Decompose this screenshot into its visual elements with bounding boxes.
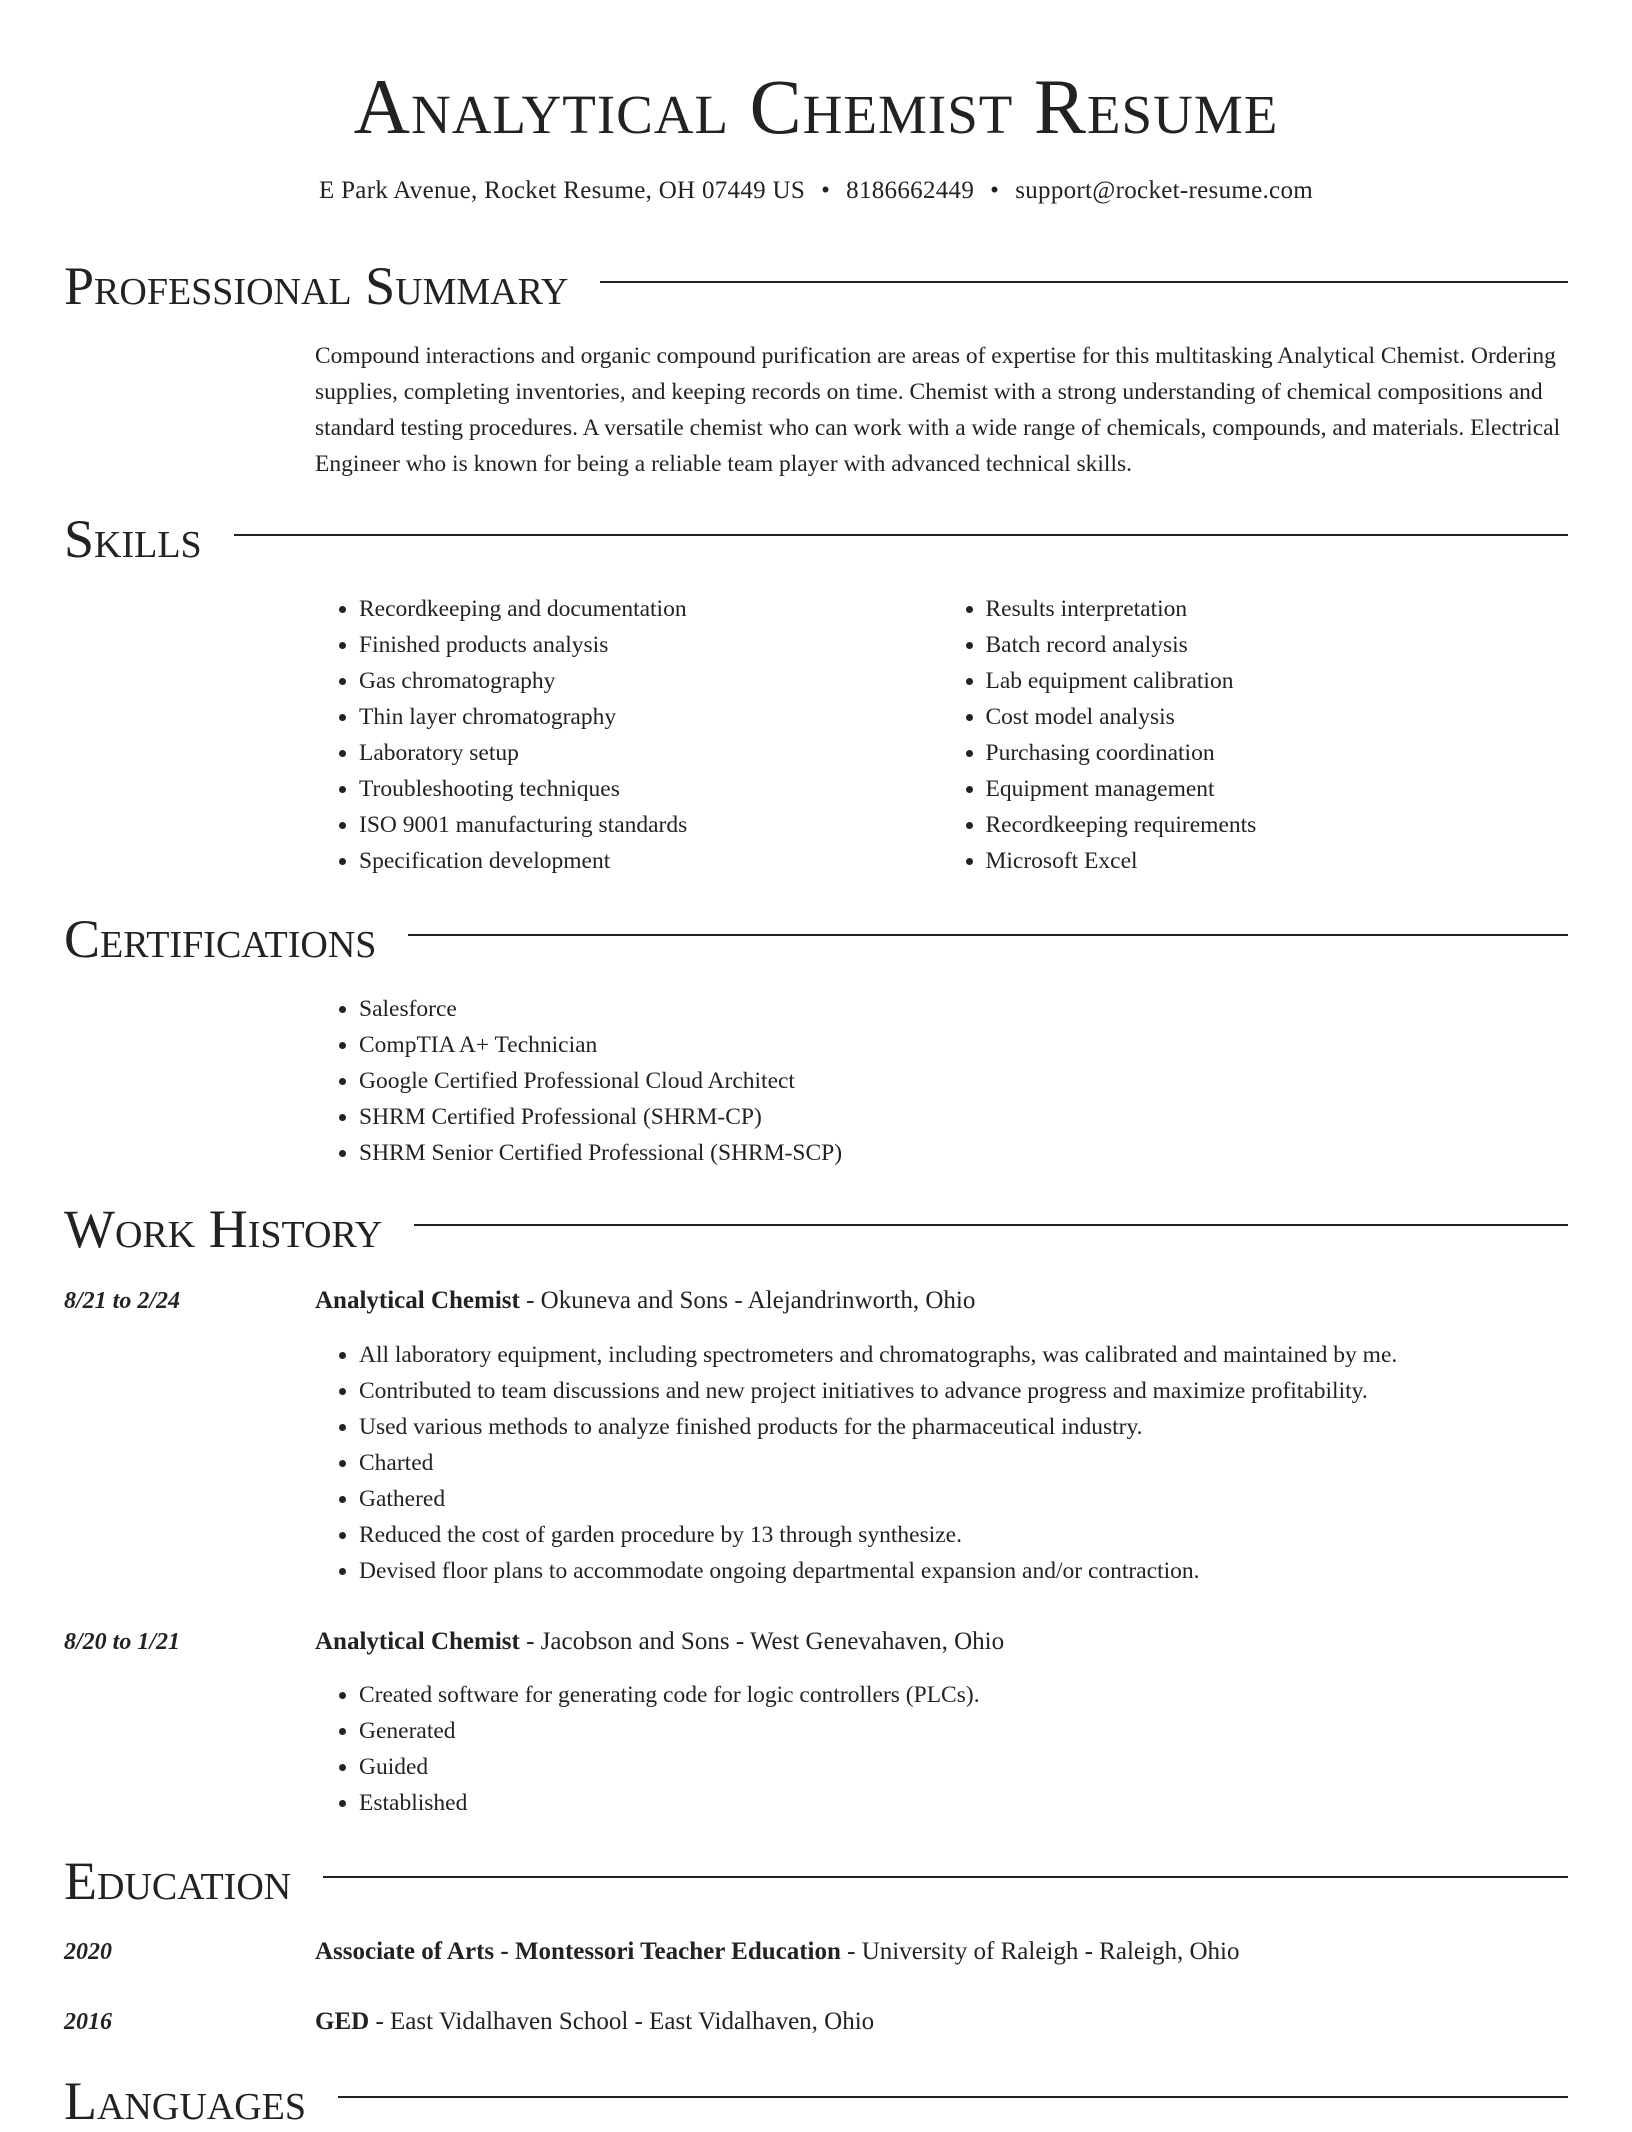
skill-item: • Equipment management [986,771,1569,807]
contact-email: support@rocket-resume.com [1015,177,1313,204]
skill-item: • ISO 9001 manufacturing standards [359,807,942,843]
job-bullets [315,1337,1568,1589]
skill-item: • Results interpretation [986,591,1569,627]
skill-item: • Purchasing coordination [986,735,1569,771]
education-details: - University of Raleigh - Raleigh, Ohio [840,1938,1240,1965]
skill-item: • Batch record analysis [986,627,1569,663]
skill-item: • Thin layer chromatography [359,699,942,735]
skills-section-header [64,508,1568,570]
job-bullet: • All laboratory equipment, including spectrometers and chromatographs, was calibrated and maintained by me. [359,1337,1568,1373]
summary-section-header [64,255,1568,317]
skill-item: • Gas chromatography [359,663,942,699]
job-title-line [315,1283,1568,1319]
contact-line [0,176,1632,206]
job-bullet: • Charted [359,1445,1568,1481]
section-divider [408,934,1568,936]
skills-list-left [315,591,942,879]
job-bullet: • Guided [359,1749,1568,1785]
contact-separator: • [821,177,831,204]
job-details: - Jacobson and Sons - West Genevahaven, Ohio [519,1628,1005,1655]
job-bullet: • Established [359,1785,1568,1821]
languages-section-header [64,2070,1568,2132]
section-divider [323,1876,1568,1878]
skill-item: • Troubleshooting techniques [359,771,942,807]
job-bullet: • Contributed to team discussions and new project initiatives to advance progress and maximize profitability. [359,1373,1568,1409]
education-year: 2016 [64,2009,112,2035]
summary-text: Compound interactions and organic compound purification are areas of expertise for this multitasking Analytical Chemist. Ordering supplies, completing inventories, and keeping records on time. Chemist with a strong understanding of chemical compositions and standard testing procedures. A versatile chemist who can work with a wide range of chemicals, compounds, and materials. Electrical Engineer who is known for being a reliable team player with advanced technical skills. [315,343,1561,477]
work-section-header [64,1198,1568,1260]
education-entry [315,2004,1568,2040]
contact-separator: • [990,177,1000,204]
certifications-list [315,991,1568,1171]
certifications-section-header [64,908,1568,970]
skill-item: • Laboratory setup [359,735,942,771]
certification-item: • CompTIA A+ Technician [359,1027,1568,1063]
job-bullet: • Devised floor plans to accommodate ongoing departmental expansion and/or contraction. [359,1553,1568,1589]
job-dates: 8/21 to 2/24 [64,1288,181,1314]
work-heading: Work History [64,1199,383,1259]
contact-address: E Park Avenue, Rocket Resume, OH 07449 US [318,177,806,204]
skill-item: • Recordkeeping requirements [986,807,1569,843]
summary-heading: Professional Summary [64,256,569,316]
education-year: 2020 [64,1939,112,1965]
job-bullet: • Created software for generating code for logic controllers (PLCs). [359,1677,1568,1713]
section-divider [338,2096,1568,2098]
skill-item: • Recordkeeping and documentation [359,591,942,627]
certifications-heading: Certifications [64,909,377,969]
skill-item: • Lab equipment calibration [986,663,1569,699]
job-bullet: • Used various methods to analyze finished products for the pharmaceutical industry. [359,1409,1568,1445]
skills-list-right [942,591,1569,879]
job-bullet: • Generated [359,1713,1568,1749]
certifications-block [315,991,1568,1171]
certification-item: • Salesforce [359,991,1568,1027]
education-entry [315,1934,1568,1970]
skills-block [315,591,1568,879]
languages-heading: Languages [64,2071,306,2131]
job-title: Analytical Chemist [315,1287,520,1314]
resume-title: Analytical Chemist Resume [353,63,1279,150]
skill-item: • Finished products analysis [359,627,942,663]
education-section-header [64,1850,1568,1912]
education-degree: Associate of Arts - Montessori Teacher Education [315,1938,841,1965]
education-details: - East Vidalhaven School - East Vidalhaven, Ohio [369,2008,875,2035]
job-title-line [315,1624,1568,1660]
skill-item: • Microsoft Excel [986,843,1569,879]
job-bullets [315,1677,1568,1821]
skills-columns [315,591,1568,879]
skill-item: • Cost model analysis [986,699,1569,735]
summary-block [315,338,1568,482]
job-bullets-block [315,1337,1568,1589]
education-degree: GED [315,2008,370,2035]
job-dates: 8/20 to 1/21 [64,1629,181,1655]
certification-item: • SHRM Certified Professional (SHRM-CP) [359,1099,1568,1135]
section-divider [600,281,1568,283]
section-divider [414,1224,1568,1226]
skills-heading: Skills [64,509,202,569]
job-details: - Okuneva and Sons - Alejandrinworth, Ohio [519,1287,976,1314]
education-heading: Education [64,1851,292,1911]
job-bullet: • Gathered [359,1481,1568,1517]
job-bullet: • Reduced the cost of garden procedure by 13 through synthesize. [359,1517,1568,1553]
job-bullets-block [315,1677,1568,1821]
skill-item: • Specification development [359,843,942,879]
job-title: Analytical Chemist [315,1628,520,1655]
certification-item: • Google Certified Professional Cloud Architect [359,1063,1568,1099]
certification-item: • SHRM Senior Certified Professional (SHRM-SCP) [359,1135,1568,1171]
section-divider [234,534,1568,536]
contact-phone: 8186662449 [846,177,975,204]
